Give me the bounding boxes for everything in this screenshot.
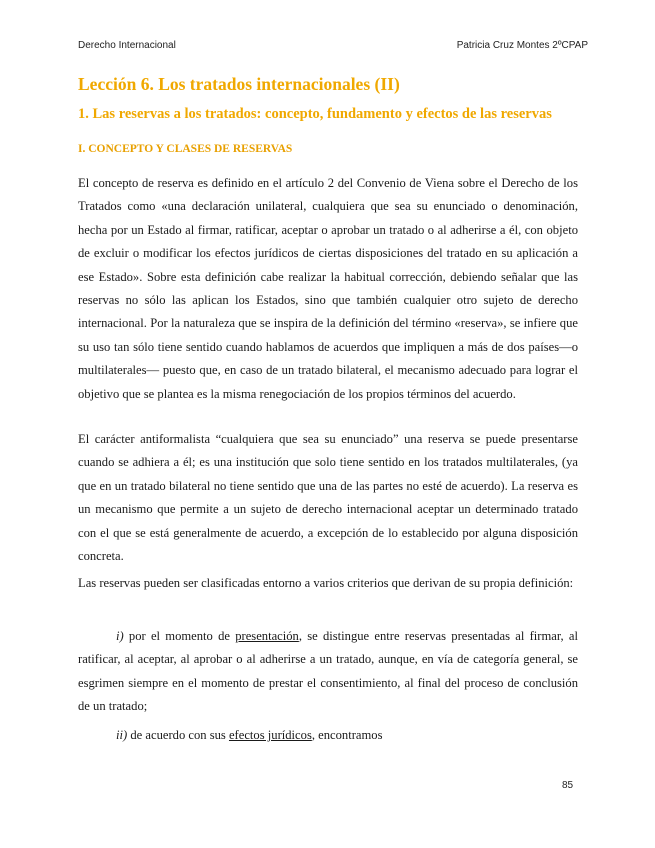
paragraph-text: , encontramos: [311, 728, 383, 742]
paragraph-text: de acuerdo con sus: [127, 728, 229, 742]
paragraph-classification-effects: [78, 724, 578, 747]
paragraph-text: , se distingue entre reservas presentadas al firmar, al ratificar, al aceptar, al aprobar o al adherirse a un tratado, aunque, en vía de categoría general, se esgrimen siempre en el momento de prestar el consentimiento, al final del proceso de conclusión de un tratado;: [78, 629, 578, 714]
list-marker: ii): [116, 728, 128, 742]
page-header: [78, 40, 588, 54]
underlined-term: efectos jurídicos: [228, 728, 312, 742]
list-marker: i): [116, 629, 124, 643]
header-author: Patricia Cruz Montes 2ºCPAP: [456, 40, 588, 51]
paragraph-classification-intro: Las reservas pueden ser clasificadas entorno a varios criterios que derivan de su propia definición:: [78, 576, 574, 590]
paragraph-definition: El concepto de reserva es definido en el artículo 2 del Convenio de Viena sobre el Derecho de los Tratados como «una declaración unilateral, cualquiera que sea su enunciado o denominación, hecha por un Estado al firmar, ratificar, aceptar o aprobar un tratado o al adherirse a él, con objeto de excluir o modificar los efectos jurídicos de ciertas disposiciones del tratado en su aplicación a ese Estado». Sobre esta definición cabe realizar la habitual corrección, debiendo señalar que las reservas no sólo las aplican los Estados, sino que también cualquier otro sujeto de derecho internacional. Por la naturaleza que se inspira de la definición del término «reserva», se infiere que su uso tan sólo tiene sentido cuando hablamos de acuerdos que impliquen a más de dos países—o multilaterales— puesto que, en caso de un tratado bilateral, el mecanismo adecuado para lograr el objetivo que se plantea es la misma renegociación de los propios términos del acuerdo.: [78, 176, 578, 401]
underlined-term: presentación: [235, 629, 299, 643]
subsection-title: I. CONCEPTO Y CLASES DE RESERVAS: [78, 143, 293, 155]
page-number: 85: [562, 780, 574, 791]
paragraph-text: por el momento de: [123, 629, 236, 643]
lesson-title: Lección 6. Los tratados internacionales (II): [78, 74, 400, 94]
header-course-title: Derecho Internacional: [78, 40, 176, 51]
paragraph-antiformalist: El carácter antiformalista “cualquiera que sea su enunciado” una reserva se puede presentarse cuando se adhiera a él; es una institución que solo tiene sentido en los tratados multilaterales, (ya que en un tratado bilateral no tiene sentido que una de las partes no esté de acuerdo). La reserva es un mecanismo que permite a un sujeto de derecho internacional aceptar un determinado tratado con el que se está generalmente de acuerdo, a excepción de lo establecido por alguna disposición concreta.: [78, 432, 578, 564]
paragraph-classification-timing: [78, 625, 578, 719]
section-title: 1. Las reservas a los tratados: concepto, fundamento y efectos de las reservas: [78, 106, 552, 122]
